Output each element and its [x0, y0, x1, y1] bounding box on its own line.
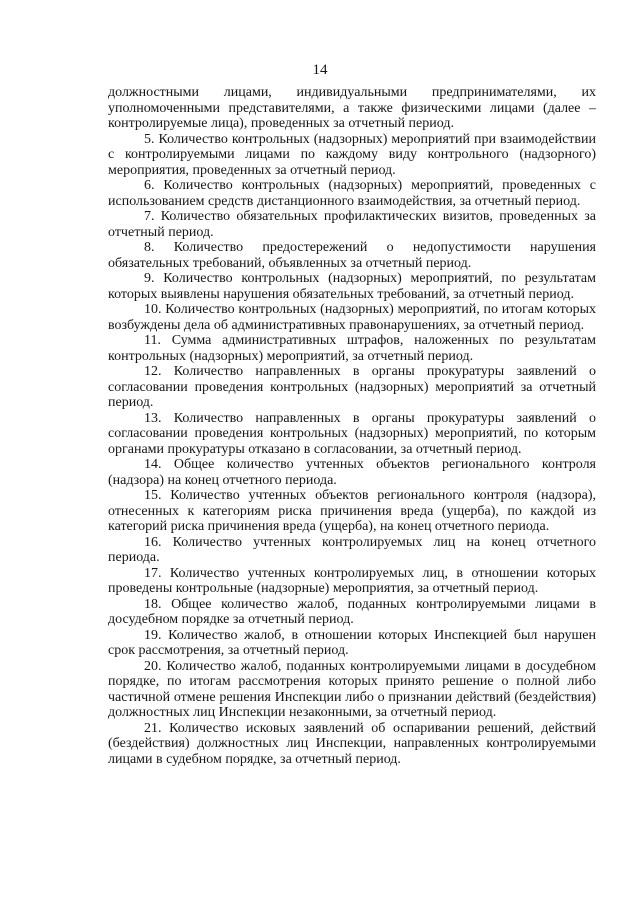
document-body [108, 85, 596, 767]
paragraph-item-15: 15. Количество учтенных объектов регионального контроля (надзора), отнесенных к категориям риска причинения вреда (ущерба), по каждой из категорий риска причинения вреда (ущерба), на конец отчетного периода. [108, 488, 596, 534]
paragraph-item-21: 21. Количество исковых заявлений об оспаривании решений, действий (бездействия) должностных лиц Инспекции, направленных контролируемыми лицами в судебном порядке, за отчетный период. [108, 720, 596, 767]
paragraph-item-11: 11. Сумма административных штрафов, наложенных по результатам контрольных (надзорных) мероприятий, за отчетный период. [108, 333, 596, 364]
paragraph-item-9: 9. Количество контрольных (надзорных) мероприятий, по результатам которых выявлены нарушения обязательных требований, за отчетный период. [108, 271, 596, 302]
paragraph-item-18: 18. Общее количество жалоб, поданных контролируемыми лицами в досудебном порядке за отчетный период. [108, 596, 596, 627]
paragraph-item-14: 14. Общее количество учтенных объектов регионального контроля (надзора) на конец отчетного периода. [108, 457, 596, 488]
paragraph-item-10: 10. Количество контрольных (надзорных) мероприятий, по итогам которых возбуждены дела об административных правонарушениях, за отчетный период. [108, 302, 596, 333]
page-number: 14 [312, 62, 328, 78]
paragraph-item-8: 8. Количество предостережений о недопустимости нарушения обязательных требований, объявленных за отчетный период. [108, 240, 596, 271]
paragraph-item-16: 16. Количество учтенных контролируемых лиц на конец отчетного периода. [108, 534, 596, 565]
paragraph-item-19: 19. Количество жалоб, в отношении которых Инспекцией был нарушен срок рассмотрения, за отчетный период. [108, 627, 596, 658]
paragraph-item-20: 20. Количество жалоб, поданных контролируемыми лицами в досудебном порядке, по итогам рассмотрения которых принято решение о полной либо частичной отмене решения Инспекции либо о признании действий (бездействия) должностных лиц Инспекции незаконными, за отчетный период. [108, 658, 596, 720]
paragraph-item-12: 12. Количество направленных в органы прокуратуры заявлений о согласовании проведения контрольных (надзорных) мероприятий за отчетный период. [108, 364, 596, 410]
paragraph-item-5: 5. Количество контрольных (надзорных) мероприятий при взаимодействии с контролируемыми лицами по каждому виду контрольного (надзорного) мероприятия, проведенных за отчетный период. [108, 131, 596, 178]
paragraph-item-13: 13. Количество направленных в органы прокуратуры заявлений о согласовании проведения контрольных (надзорных) мероприятий, по которым органами прокуратуры отказано в согласовании, за отчетный период. [108, 410, 596, 457]
paragraph-item-6: 6. Количество контрольных (надзорных) мероприятий, проведенных с использованием средств дистанционного взаимодействия, за отчетный период. [108, 178, 596, 209]
paragraph-item-7: 7. Количество обязательных профилактических визитов, проведенных за отчетный период. [108, 209, 596, 240]
paragraph-continuation: должностными лицами, индивидуальными предпринимателями, их уполномоченными представителями, а также физическими лицами (далее – контролируемые лица), проведенных за отчетный период. [108, 85, 596, 131]
paragraph-item-17: 17. Количество учтенных контролируемых лиц, в отношении которых проведены контрольные (надзорные) мероприятия, за отчетный период. [108, 565, 596, 596]
